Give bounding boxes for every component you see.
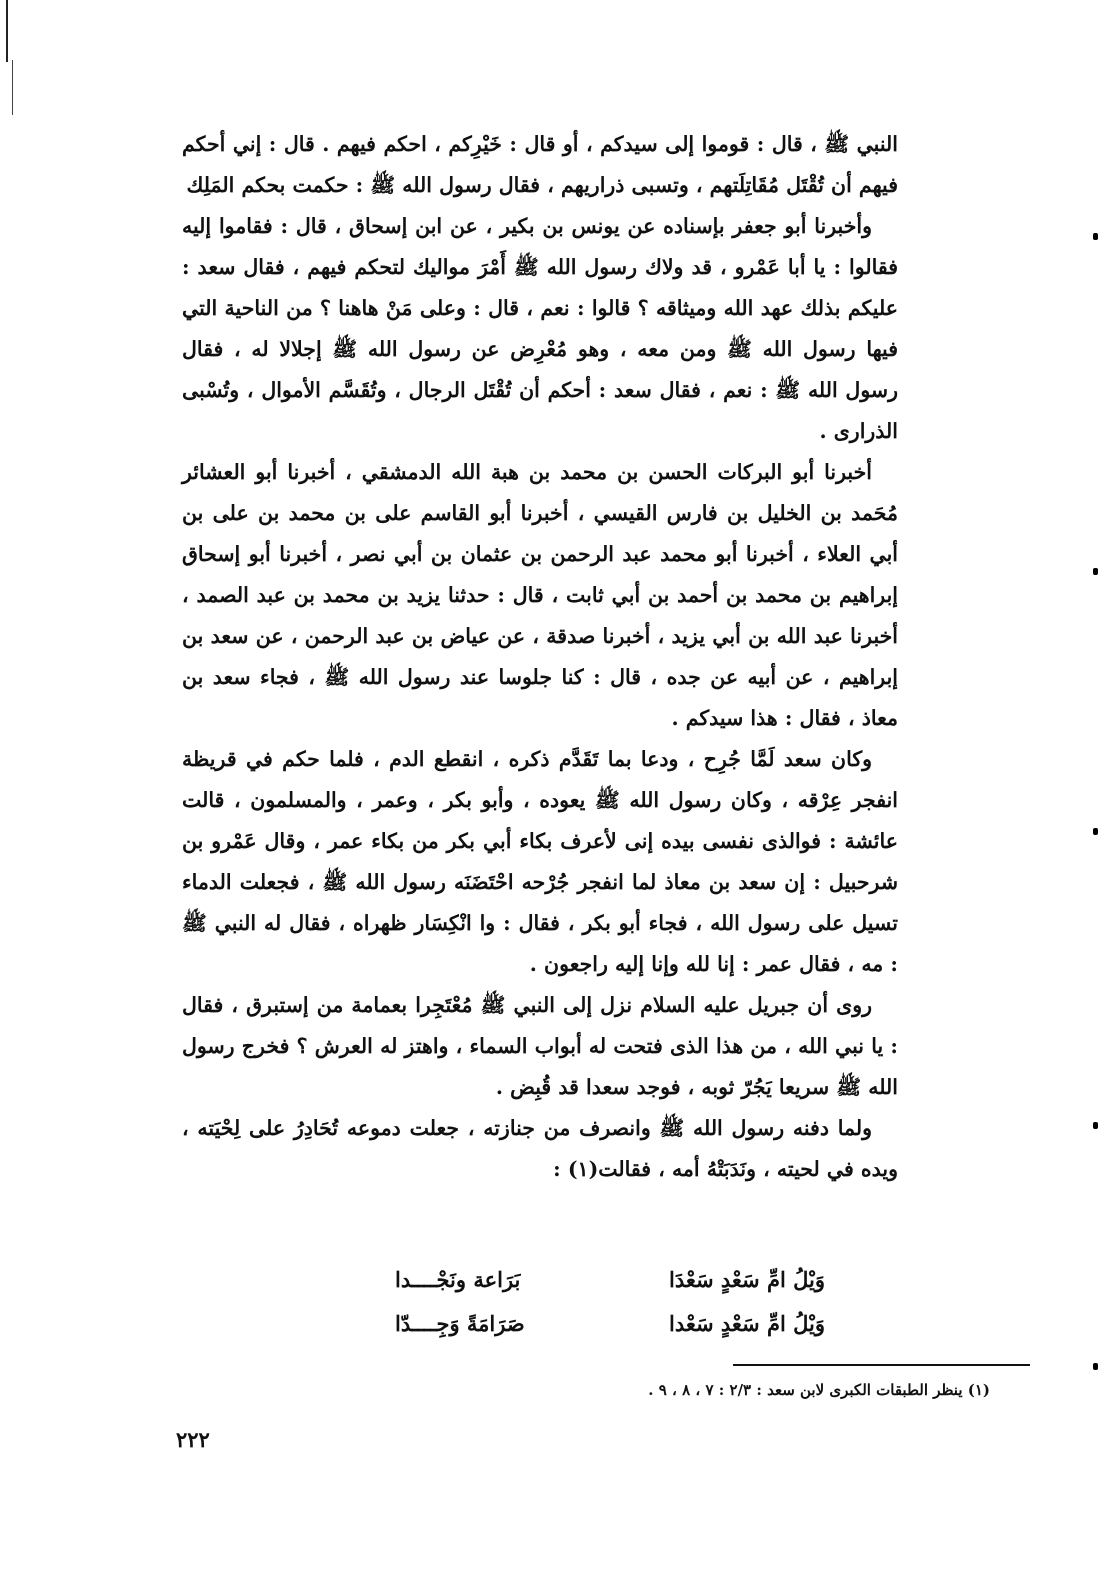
poem-hemistich-first: وَيْلُ امِّ سَعْدٍ سَعْدا — [669, 1311, 825, 1336]
paragraph: النبي ﷺ ، قال : قوموا إلى سيدكم ، أو قال : خَيْرِكم ، احكم فيهم . قال : إني أحكم فيهم أن تُقْتَل مُقَاتِلَتهم ، وتسبى ذراريهم ، فقال رسول الله ﷺ : حكمت بحكم المَلِك — [182, 132, 898, 197]
scan-edge-line-secondary — [12, 60, 13, 115]
poem-verse — [395, 1262, 825, 1298]
body-text — [182, 124, 898, 1190]
poem-hemistich-first: وَيْلُ امِّ سَعْدٍ سَعْدَا — [669, 1267, 825, 1292]
page-number: ٢٢٢ — [176, 1427, 210, 1452]
paragraph: وكان سعد لَمَّا جُرِح ، ودعا بما تَقَدَّم ذكره ، انقطع الدم ، فلما حكم في قريظة انفجر عِرْقه ، وكان رسول الله ﷺ يعوده ، وأبو بكر ، وعمر ، والمسلمون ، قالت عائشة : فوالذى نفسى بيده إنى لأعرف بكاء أبي بكر من بكاء عمر ، وقال عَمْرو بن شرحبيل : إن سعد بن معاذ لما انفجر جُرْحه احْتَضَنَه رسول الله ﷺ ، فجعلت الدماء تسيل على رسول الله ، فجاء أبو بكر ، فقال : وا انْكِسَار ظهراه ، فقال له النبي ﷺ : مه ، فقال عمر : إنا لله وإنا إليه راجعون . — [182, 747, 898, 976]
scan-edge-line — [6, 0, 8, 62]
poem-hemistich-second: بَرَاعة ونَجْــــدا — [395, 1267, 521, 1292]
scan-margin-mark — [1093, 233, 1098, 240]
poem-verse — [395, 1306, 825, 1342]
scan-margin-mark — [1093, 1122, 1098, 1129]
footnote-divider — [733, 1364, 1030, 1366]
paragraph: أخبرنا أبو البركات الحسن بن محمد بن هبة الله الدمشقي ، أخبرنا أبو العشائر مُحَمد بن الخليل بن فارس القيسي ، أخبرنا أبو القاسم على بن محمد بن على بن أبي العلاء ، أخبرنا أبو محمد عبد الرحمن بن عثمان بن أبي نصر ، أخبرنا أبو إسحاق إبراهيم بن محمد بن أحمد بن أبي ثابت ، قال : حدثنا يزيد بن محمد بن عبد الصمد ، أخبرنا عبد الله بن أبي يزيد ، أخبرنا صدقة ، عن عياض بن عبد الرحمن ، عن سعد بن إبراهيم ، عن أبيه عن جده ، قال : كنا جلوسا عند رسول الله ﷺ ، فجاء سعد بن معاذ ، فقال : هذا سيدكم . — [182, 460, 898, 730]
scan-margin-mark — [1093, 568, 1098, 575]
paragraph: ولما دفنه رسول الله ﷺ وانصرف من جنازته ، جعلت دموعه تُحَادِرُ على لِحْيَته ، ويده في لحيته ، ونَدَبَتْهُ أمه ، فقالت(١) : — [182, 1116, 898, 1181]
paragraph: وأخبرنا أبو جعفر بإسناده عن يونس بن بكير ، عن ابن إسحاق ، قال : فقاموا إليه فقالوا : يا أبا عَمْرو ، قد ولاك رسول الله ﷺ أَمْرَ مواليك لتحكم فيهم ، فقال سعد : عليكم بذلك عهد الله وميثاقه ؟ قالوا : نعم ، قال : وعلى مَنْ هاهنا ؟ من الناحية التي فيها رسول الله ﷺ ومن معه ، وهو مُعْرِض عن رسول الله ﷺ إجلالا له ، فقال رسول الله ﷺ : نعم ، فقال سعد : أحكم أن تُقْتَل الرجال ، وتُقَسَّم الأموال ، وتُسْبى الذرارى . — [182, 214, 898, 443]
poem-hemistich-second: صَرَامَةً وَجِــــدّا — [395, 1311, 525, 1336]
footnote: (١) ينظر الطبقات الكبرى لابن سعد : ٢/٣ : ٧ ، ٨ ، ٩ . — [648, 1381, 990, 1399]
scan-margin-mark — [1093, 1363, 1098, 1370]
paragraph: روى أن جبريل عليه السلام نزل إلى النبي ﷺ مُعْتَجِرا بعمامة من إستبرق ، فقال : يا نبي الله ، من هذا الذى فتحت له أبواب السماء ، واهتز له العرش ؟ فخرج رسول الله ﷺ سريعا يَجُرّ ثوبه ، فوجد سعدا قد قُبِض . — [182, 993, 898, 1099]
scan-margin-mark — [1093, 828, 1098, 835]
